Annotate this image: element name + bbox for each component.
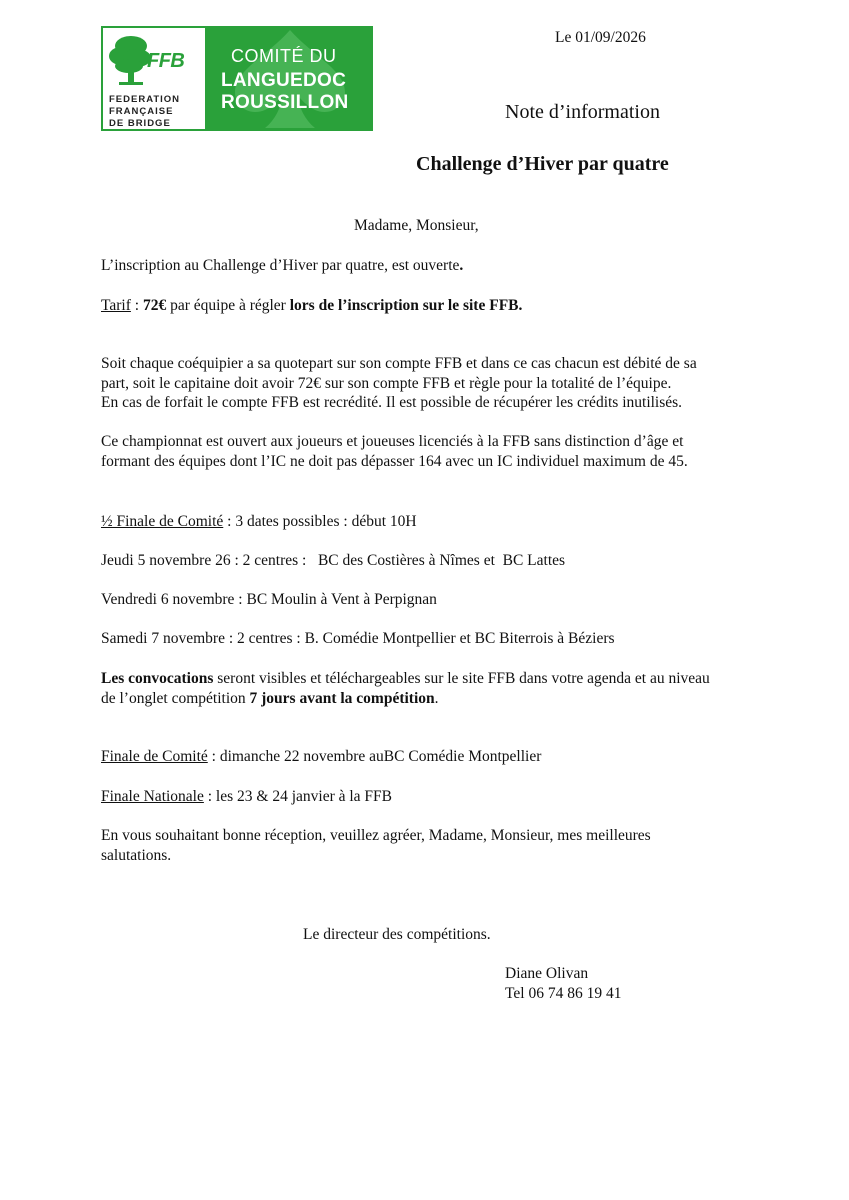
tarif-middle: par équipe à régler: [166, 297, 290, 314]
finale-nationale-text: : les 23 & 24 janvier à la FFB: [203, 788, 393, 805]
convocations-line: [101, 689, 439, 709]
tarif-bold-end: lors de l’inscription sur le site FFB.: [289, 297, 523, 314]
finale-comite-label: Finale de Comité: [101, 748, 208, 765]
tarif-label: Tarif: [101, 297, 131, 314]
session-line: Vendredi 6 novembre : BC Moulin à Vent à Perpignan: [101, 591, 437, 608]
ffb-logo-panel: [101, 26, 207, 131]
comite-line: ROUSSILLON: [221, 92, 349, 113]
signature-name: Diane Olivan: [505, 965, 589, 982]
convocations-period: .: [434, 690, 439, 707]
finale-comite-line: [101, 747, 541, 767]
intro-text: L’inscription au Challenge d’Hiver par quatre, est ouverte: [101, 257, 460, 274]
document-date: Le 01/09/2026: [555, 29, 646, 46]
payment-paragraph-line: En cas de forfait le compte FFB est recrédité. Il est possible de récupérer les crédits inutilisés.: [101, 394, 683, 411]
convocations-text: de l’onglet compétition: [101, 690, 250, 707]
finale-nationale-line: [101, 787, 392, 807]
ffb-logo-word: FFB: [147, 50, 185, 72]
federation-line: DE BRIDGE: [109, 118, 171, 129]
ffb-comite-logo: [101, 26, 373, 131]
federation-line: FEDERATION: [109, 94, 181, 105]
demi-finale-line: [101, 512, 417, 532]
salutation: Madame, Monsieur,: [354, 217, 479, 234]
signature-role: Le directeur des compétitions.: [303, 926, 491, 943]
closing-line: salutations.: [101, 847, 172, 864]
page-title: Challenge d’Hiver par quatre: [416, 153, 669, 175]
tarif-sep: :: [130, 297, 143, 314]
comite-line: LANGUEDOC: [221, 70, 347, 91]
demi-finale-label: ½ Finale de Comité: [101, 513, 224, 530]
intro-paragraph: [101, 256, 463, 276]
tarif-amount: 72€: [142, 297, 167, 314]
finale-nationale-label: Finale Nationale: [101, 788, 204, 805]
signature-phone: Tel 06 74 86 19 41: [505, 985, 622, 1002]
convocations-bold: Les convocations: [101, 670, 214, 687]
demi-finale-text: : 3 dates possibles : début 10H: [223, 513, 417, 530]
convocations-bold: 7 jours avant la compétition: [249, 690, 435, 707]
payment-paragraph-line: part, soit le capitaine doit avoir 72€ sur son compte FFB et règle pour la totalité de l’équipe.: [101, 375, 672, 392]
session-line: Jeudi 5 novembre 26 : 2 centres : BC des Costières à Nîmes et BC Lattes: [101, 552, 566, 569]
payment-paragraph-line: Soit chaque coéquipier a sa quotepart sur son compte FFB et dans ce cas chacun est débité de sa: [101, 355, 697, 372]
comite-line: COMITÉ DU: [231, 46, 337, 66]
session-line: Samedi 7 novembre : 2 centres : B. Comédie Montpellier et BC Biterrois à Béziers: [101, 630, 615, 647]
federation-line: FRANÇAISE: [109, 106, 174, 117]
closing-line: En vous souhaitant bonne réception, veuillez agréer, Madame, Monsieur, mes meilleures: [101, 827, 651, 844]
comite-logo-panel: [207, 26, 373, 131]
eligibility-paragraph-line: Ce championnat est ouvert aux joueurs et joueuses licenciés à la FFB sans distinction d’âge et: [101, 433, 684, 450]
intro-period: .: [459, 257, 464, 274]
finale-comite-text: : dimanche 22 novembre auBC Comédie Montpellier: [207, 748, 542, 765]
convocations-line: [101, 669, 710, 689]
eligibility-paragraph-line: formant des équipes dont l’IC ne doit pas dépasser 164 avec un IC individuel maximum de 45.: [101, 453, 688, 470]
note-title: Note d’information: [505, 101, 660, 123]
convocations-text: seront visibles et téléchargeables sur le site FFB dans votre agenda et au niveau: [213, 670, 710, 687]
tarif-line: [101, 296, 522, 316]
